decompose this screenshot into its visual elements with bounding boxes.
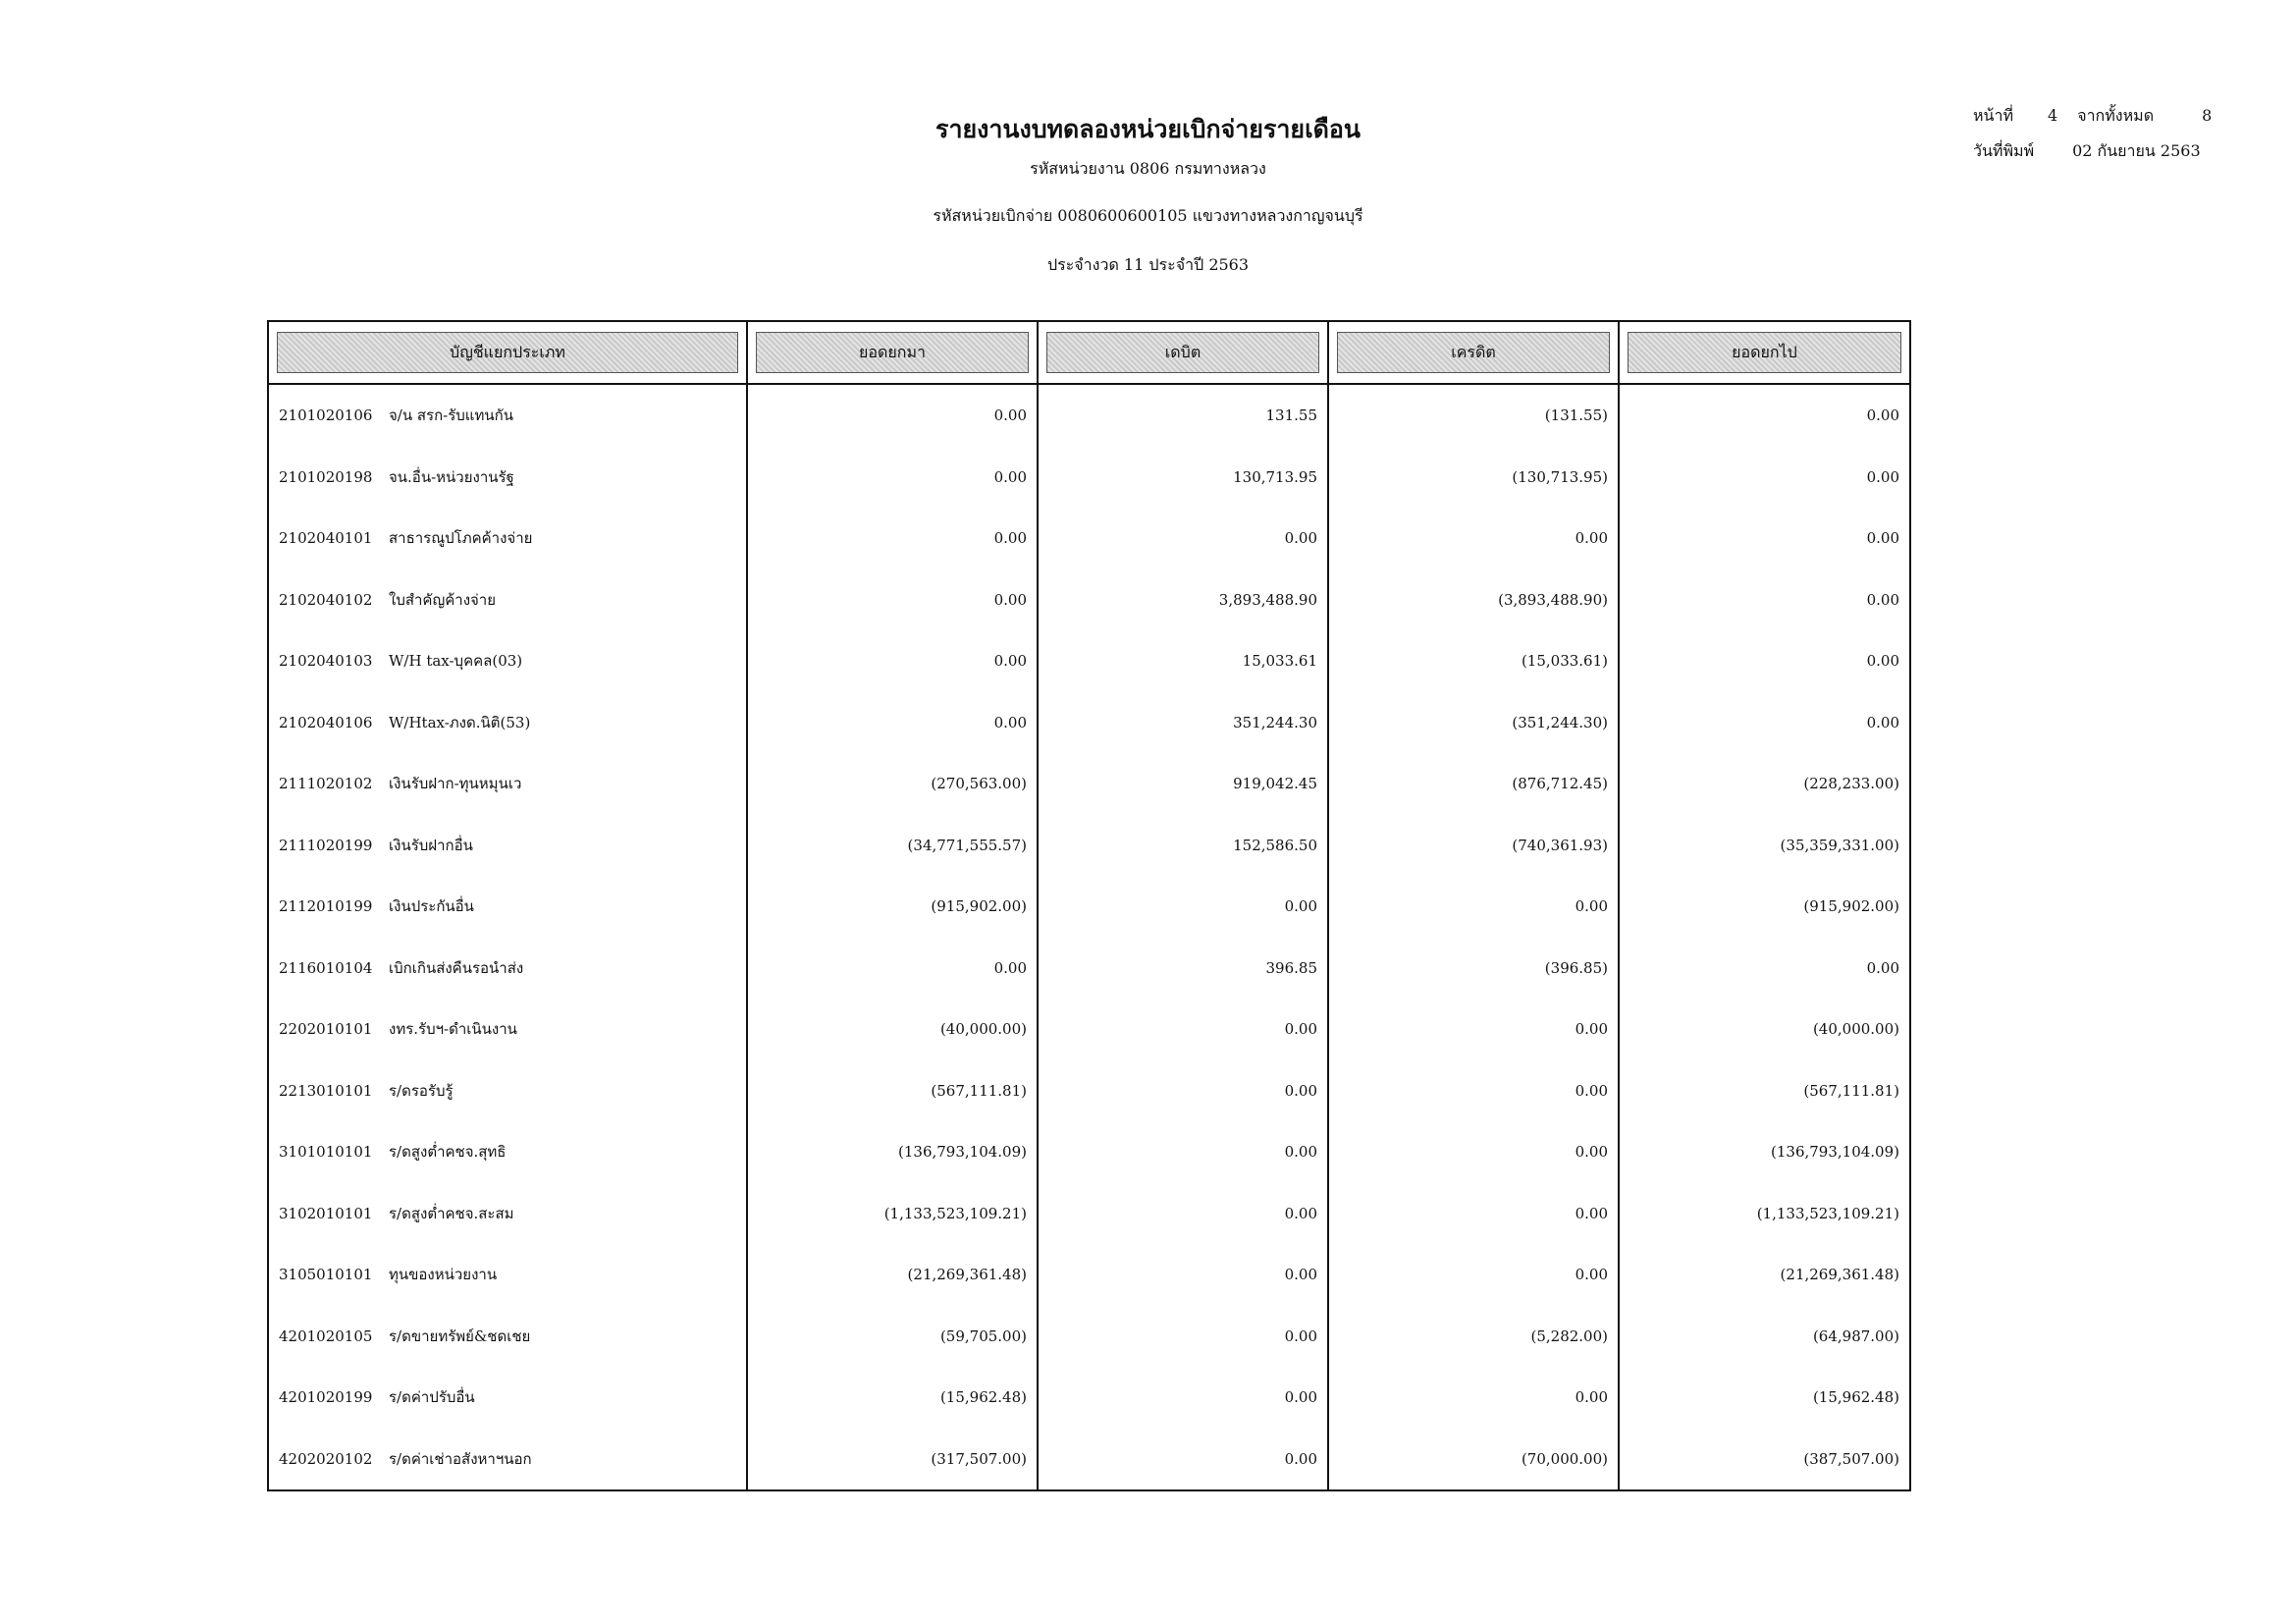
brought-forward-cell: (40,000.00) — [747, 999, 1038, 1059]
account-name: ร/ดค่าเช่าอสังหาฯนอก — [389, 1449, 532, 1468]
brought-forward-cell: (21,269,361.48) — [747, 1244, 1038, 1305]
table-row — [268, 1428, 1910, 1490]
account-cell — [268, 568, 747, 629]
carried-forward-cell: 0.00 — [1619, 568, 1910, 629]
account-code: 2111020102 — [279, 775, 373, 793]
debit-cell: 0.00 — [1038, 999, 1328, 1059]
debit-cell: 919,042.45 — [1038, 753, 1328, 814]
credit-cell: (15,033.61) — [1328, 630, 1619, 691]
account-name: ร/ดสูงต่ำคชจ.สะสม — [389, 1204, 514, 1222]
period-line: ประจำงวด 11 ประจำปี 2563 — [1046, 255, 1250, 274]
account-code: 2102040101 — [279, 529, 373, 548]
credit-cell: (3,893,488.90) — [1328, 568, 1619, 629]
account-cell — [268, 876, 747, 937]
debit-cell: 3,893,488.90 — [1038, 568, 1328, 629]
print-date-info — [1973, 139, 2201, 164]
disbursement-unit-line: รหัสหน่วยเบิกจ่าย 0080600600105 แขวงทางหลวงกาญจนบุรี — [933, 206, 1363, 225]
debit-cell: 0.00 — [1038, 508, 1328, 568]
account-cell — [268, 447, 747, 508]
credit-cell: (70,000.00) — [1328, 1428, 1619, 1490]
brought-forward-cell: (915,902.00) — [747, 876, 1038, 937]
account-code: 2213010101 — [279, 1081, 373, 1100]
carried-forward-cell: 0.00 — [1619, 508, 1910, 568]
brought-forward-cell: (270,563.00) — [747, 753, 1038, 814]
carried-forward-cell: 0.00 — [1619, 691, 1910, 752]
brought-forward-cell: (567,111.81) — [747, 1059, 1038, 1120]
account-cell — [268, 753, 747, 814]
brought-forward-cell: 0.00 — [747, 568, 1038, 629]
debit-cell: 351,244.30 — [1038, 691, 1328, 752]
carried-forward-cell: 0.00 — [1619, 630, 1910, 691]
account-cell — [268, 1367, 747, 1428]
debit-cell: 152,586.50 — [1038, 814, 1328, 875]
brought-forward-cell: 0.00 — [747, 937, 1038, 998]
page-number: 4 — [2048, 106, 2058, 125]
account-code: 4202020102 — [279, 1449, 373, 1468]
account-cell — [268, 630, 747, 691]
brought-forward-cell: (136,793,104.09) — [747, 1121, 1038, 1182]
table-row — [268, 447, 1910, 508]
header-brought-forward — [747, 321, 1038, 384]
account-cell — [268, 814, 747, 875]
credit-cell: 0.00 — [1328, 1367, 1619, 1428]
account-name: เงินประกันอื่น — [389, 897, 474, 916]
carried-forward-cell: (15,962.48) — [1619, 1367, 1910, 1428]
account-cell — [268, 1121, 747, 1182]
carried-forward-cell: (136,793,104.09) — [1619, 1121, 1910, 1182]
table-body — [268, 384, 1910, 1490]
account-code: 2202010101 — [279, 1020, 373, 1039]
table-row — [268, 1121, 1910, 1182]
brought-forward-cell: 0.00 — [747, 384, 1038, 447]
debit-cell: 0.00 — [1038, 1121, 1328, 1182]
account-name: ใบสำคัญค้างจ่าย — [389, 590, 497, 609]
brought-forward-cell: (1,133,523,109.21) — [747, 1182, 1038, 1243]
debit-cell: 130,713.95 — [1038, 447, 1328, 508]
trial-balance-table — [267, 320, 1911, 1491]
header-credit — [1328, 321, 1619, 384]
carried-forward-cell: (915,902.00) — [1619, 876, 1910, 937]
account-name: W/H tax-บุคคล(03) — [389, 652, 523, 671]
credit-cell: (740,361.93) — [1328, 814, 1619, 875]
account-name: สาธารณูปโภคค้างจ่าย — [389, 529, 533, 548]
header-debit — [1038, 321, 1328, 384]
report-title: รายงานงบทดลองหน่วยเบิกจ่ายรายเดือน — [935, 115, 1361, 143]
debit-cell: 0.00 — [1038, 1244, 1328, 1305]
carried-forward-cell: (387,507.00) — [1619, 1428, 1910, 1490]
page-label: หน้าที่ — [1973, 106, 2014, 125]
credit-cell: (396.85) — [1328, 937, 1619, 998]
carried-forward-cell: (1,133,523,109.21) — [1619, 1182, 1910, 1243]
agency-line: รหัสหน่วยงาน 0806 กรมทางหลวง — [1030, 159, 1266, 178]
account-code: 2112010199 — [279, 897, 373, 916]
credit-cell: 0.00 — [1328, 876, 1619, 937]
account-cell — [268, 1428, 747, 1490]
brought-forward-cell: 0.00 — [747, 447, 1038, 508]
carried-forward-cell: (64,987.00) — [1619, 1305, 1910, 1366]
header-account — [268, 321, 747, 384]
debit-cell: 0.00 — [1038, 876, 1328, 937]
account-name: จ/น สรก-รับแทนกัน — [389, 406, 513, 425]
account-code: 3102010101 — [279, 1204, 373, 1222]
debit-cell: 15,033.61 — [1038, 630, 1328, 691]
table-row — [268, 814, 1910, 875]
table-row — [268, 568, 1910, 629]
account-code: 2101020198 — [279, 467, 373, 486]
carried-forward-cell: 0.00 — [1619, 447, 1910, 508]
account-code: 2111020199 — [279, 836, 373, 854]
brought-forward-cell: 0.00 — [747, 630, 1038, 691]
account-code: 3101010101 — [279, 1143, 373, 1162]
account-cell — [268, 999, 747, 1059]
header-credit-label: เครดิต — [1337, 332, 1610, 373]
account-cell — [268, 1059, 747, 1120]
table-row — [268, 876, 1910, 937]
account-name: W/Htax-ภงด.นิติ(53) — [389, 713, 531, 731]
table-row — [268, 1244, 1910, 1305]
table-row — [268, 508, 1910, 568]
account-name: ร/ดรอรับรู้ — [389, 1081, 454, 1100]
credit-cell: 0.00 — [1328, 1121, 1619, 1182]
credit-cell: 0.00 — [1328, 1059, 1619, 1120]
debit-cell: 0.00 — [1038, 1367, 1328, 1428]
account-name: ร/ดค่าปรับอื่น — [389, 1388, 475, 1406]
account-cell — [268, 937, 747, 998]
credit-cell: 0.00 — [1328, 1182, 1619, 1243]
carried-forward-cell: (228,233.00) — [1619, 753, 1910, 814]
account-cell — [268, 508, 747, 568]
account-name: เงินรับฝาก-ทุนหมุนเว — [389, 775, 522, 793]
carried-forward-cell: (21,269,361.48) — [1619, 1244, 1910, 1305]
total-pages-label: จากทั้งหมด — [2077, 106, 2155, 125]
brought-forward-cell: (34,771,555.57) — [747, 814, 1038, 875]
account-name: ทุนของหน่วยงาน — [389, 1266, 498, 1284]
debit-cell: 0.00 — [1038, 1428, 1328, 1490]
account-cell — [268, 384, 747, 447]
credit-cell: (131.55) — [1328, 384, 1619, 447]
credit-cell: 0.00 — [1328, 1244, 1619, 1305]
account-code: 2102040102 — [279, 590, 373, 609]
account-code: 3105010101 — [279, 1266, 373, 1284]
account-code: 2116010104 — [279, 958, 373, 977]
header-debit-label: เดบิต — [1046, 332, 1319, 373]
table-header-row — [268, 321, 1910, 384]
account-cell — [268, 1244, 747, 1305]
brought-forward-cell: (15,962.48) — [747, 1367, 1038, 1428]
credit-cell: 0.00 — [1328, 999, 1619, 1059]
table-row — [268, 384, 1910, 447]
table-row — [268, 937, 1910, 998]
table-row — [268, 1367, 1910, 1428]
account-code: 2102040103 — [279, 652, 373, 671]
carried-forward-cell: 0.00 — [1619, 384, 1910, 447]
account-code: 2101020106 — [279, 406, 373, 425]
table-row — [268, 691, 1910, 752]
account-code: 2102040106 — [279, 713, 373, 731]
carried-forward-cell: (40,000.00) — [1619, 999, 1910, 1059]
brought-forward-cell: 0.00 — [747, 691, 1038, 752]
total-pages: 8 — [2202, 106, 2213, 125]
table-row — [268, 1182, 1910, 1243]
account-cell — [268, 1305, 747, 1366]
debit-cell: 396.85 — [1038, 937, 1328, 998]
carried-forward-cell: (35,359,331.00) — [1619, 814, 1910, 875]
debit-cell: 0.00 — [1038, 1305, 1328, 1366]
debit-cell: 0.00 — [1038, 1182, 1328, 1243]
account-code: 4201020105 — [279, 1326, 373, 1345]
account-name: จน.อื่น-หน่วยงานรัฐ — [389, 467, 514, 486]
credit-cell: 0.00 — [1328, 508, 1619, 568]
print-date-label: วันที่พิมพ์ — [1973, 141, 2035, 160]
header-carried-forward — [1619, 321, 1910, 384]
credit-cell: (130,713.95) — [1328, 447, 1619, 508]
brought-forward-cell: (59,705.00) — [747, 1305, 1038, 1366]
header-account-label: บัญชีแยกประเภท — [277, 332, 738, 373]
account-cell — [268, 1182, 747, 1243]
account-name: เงินรับฝากอื่น — [389, 836, 473, 854]
brought-forward-cell: 0.00 — [747, 508, 1038, 568]
debit-cell: 0.00 — [1038, 1059, 1328, 1120]
table-row — [268, 753, 1910, 814]
table-row — [268, 1305, 1910, 1366]
table-row — [268, 1059, 1910, 1120]
table-row — [268, 630, 1910, 691]
account-name: งทร.รับฯ-ดำเนินงาน — [389, 1020, 517, 1039]
page-info — [1973, 104, 2212, 129]
credit-cell: (876,712.45) — [1328, 753, 1619, 814]
credit-cell: (351,244.30) — [1328, 691, 1619, 752]
table-row — [268, 999, 1910, 1059]
account-name: ร/ดสูงต่ำคชจ.สุทธิ — [389, 1143, 507, 1162]
header-carried-forward-label: ยอดยกไป — [1628, 332, 1901, 373]
header-brought-forward-label: ยอดยกมา — [756, 332, 1029, 373]
account-name: ร/ดขายทรัพย์&ชดเชย — [389, 1326, 531, 1345]
brought-forward-cell: (317,507.00) — [747, 1428, 1038, 1490]
account-code: 4201020199 — [279, 1388, 373, 1406]
carried-forward-cell: (567,111.81) — [1619, 1059, 1910, 1120]
carried-forward-cell: 0.00 — [1619, 937, 1910, 998]
debit-cell: 131.55 — [1038, 384, 1328, 447]
credit-cell: (5,282.00) — [1328, 1305, 1619, 1366]
account-cell — [268, 691, 747, 752]
account-name: เบิกเกินส่งคืนรอนำส่ง — [389, 958, 524, 977]
print-date: 02 กันยายน 2563 — [2072, 141, 2201, 160]
